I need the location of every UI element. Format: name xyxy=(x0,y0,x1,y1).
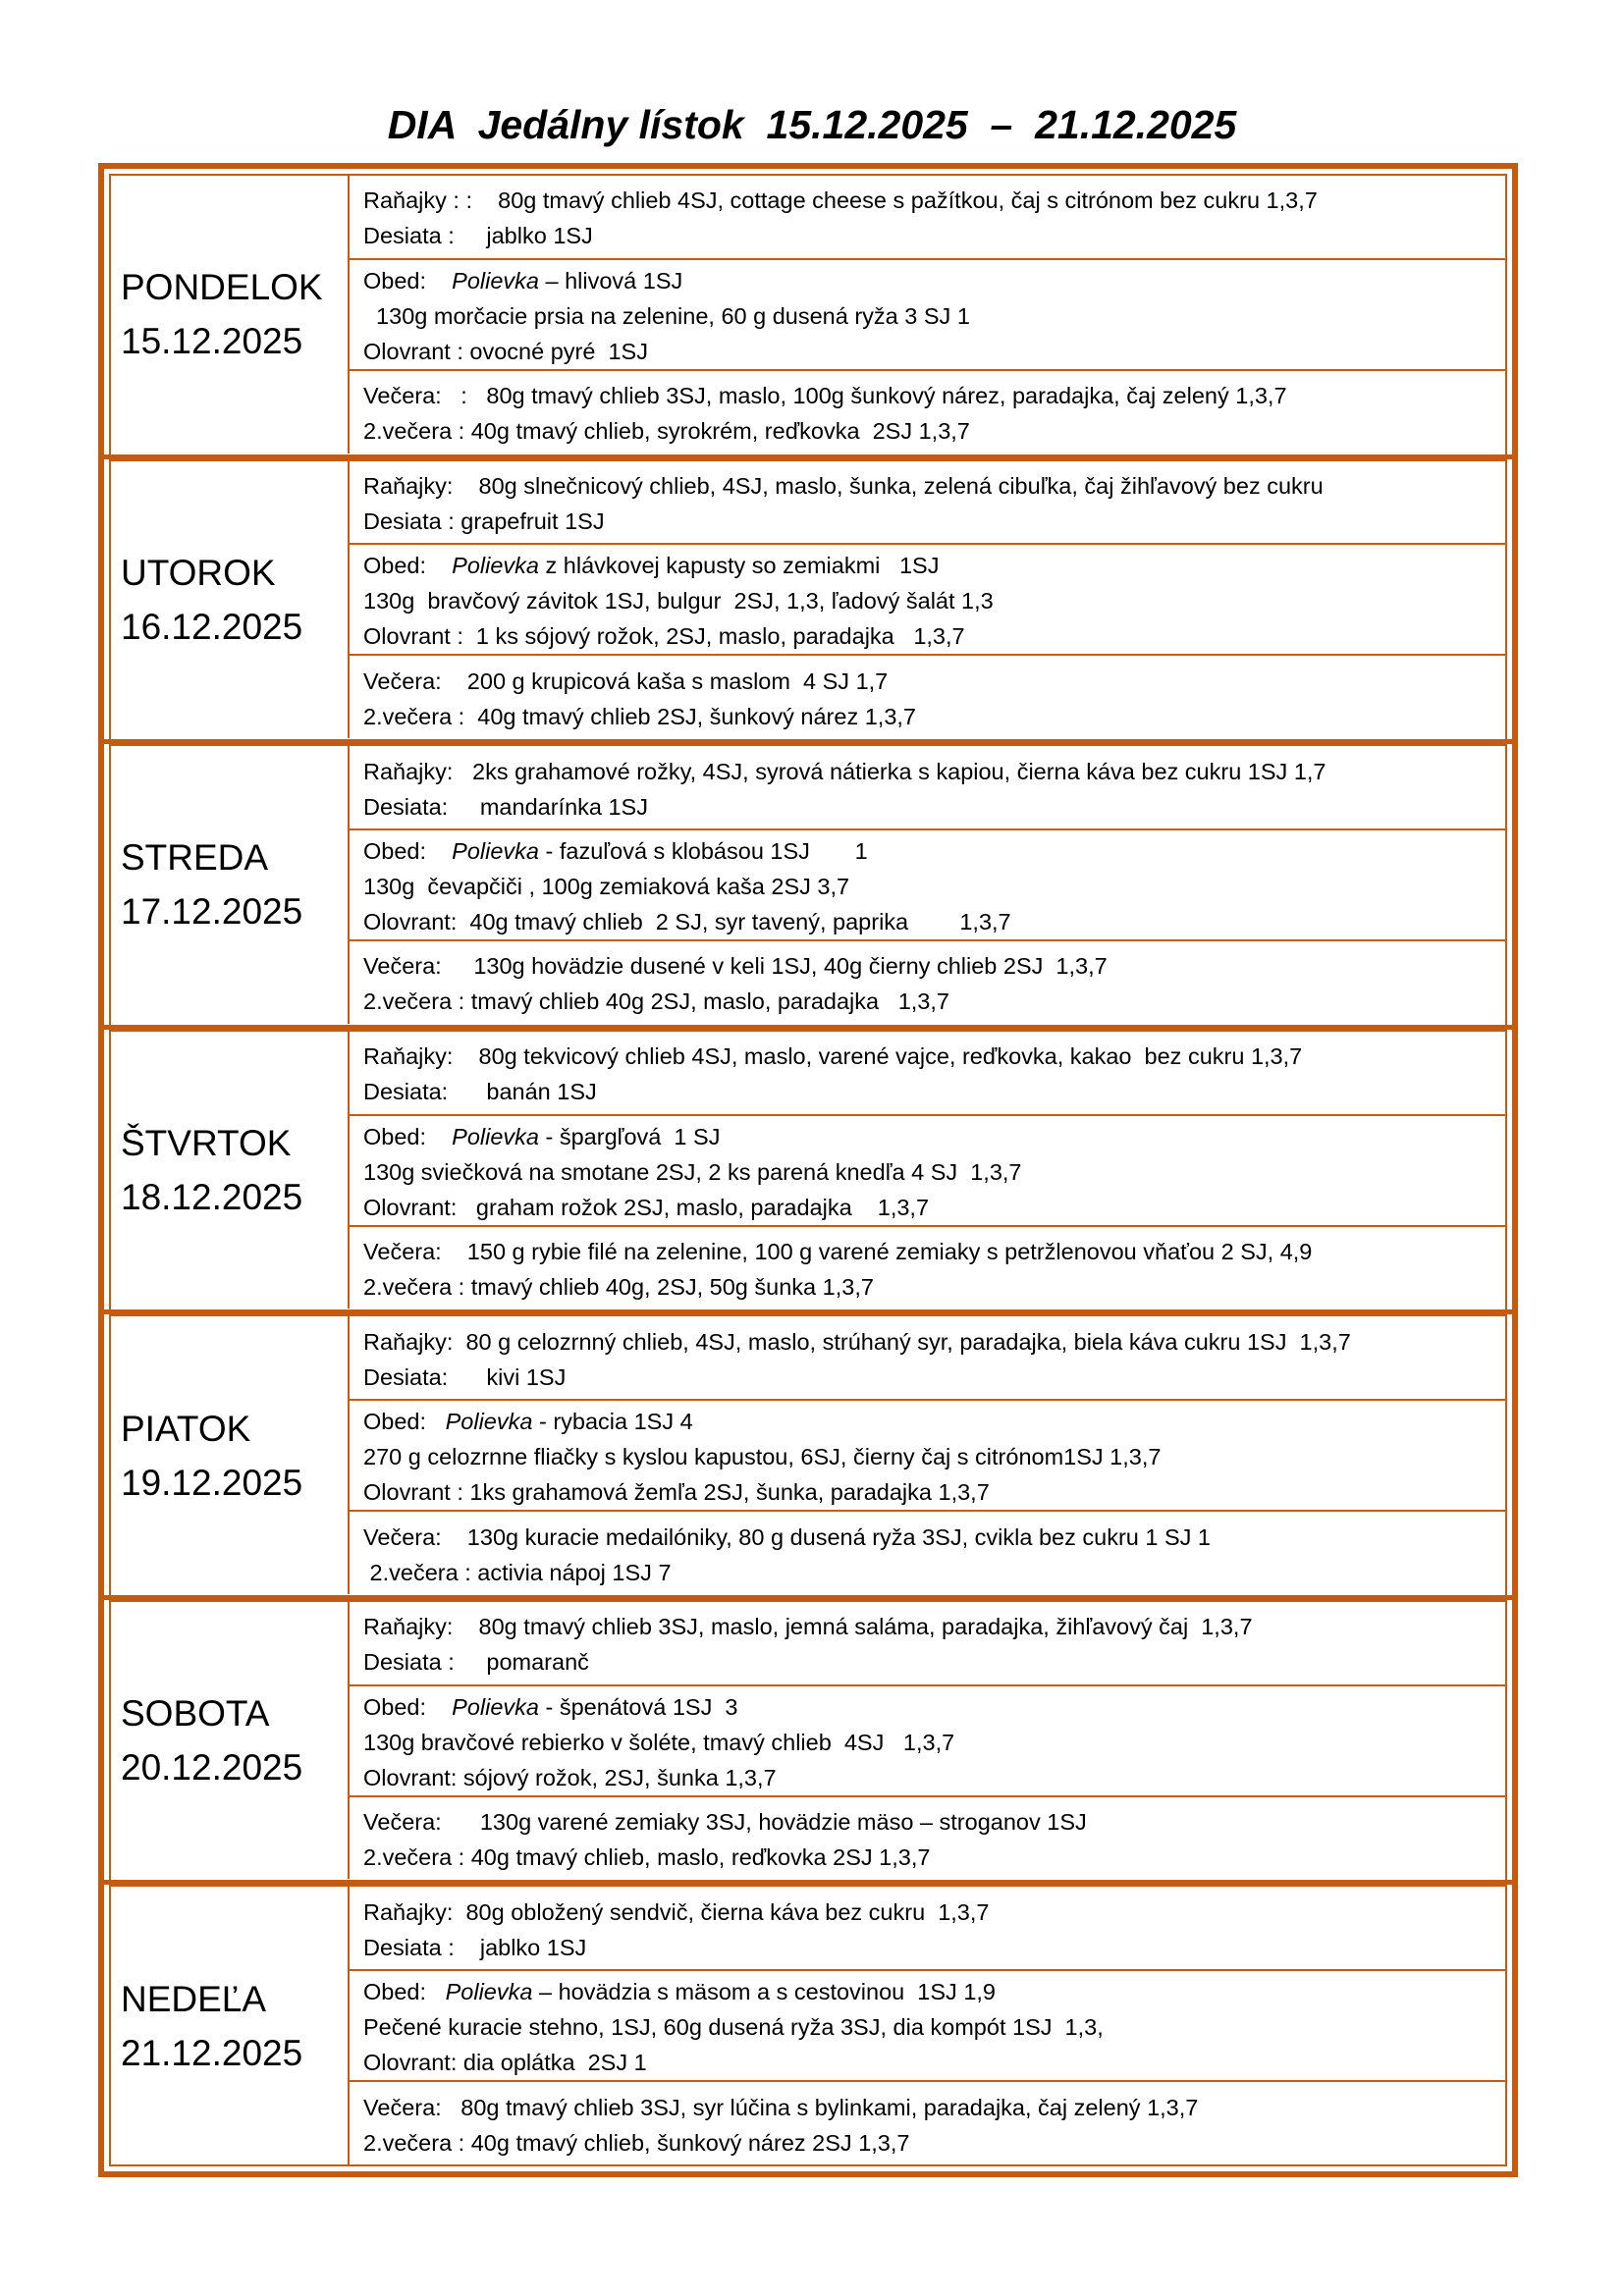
menu-line: 2.večera : 40g tmavý chlieb, maslo, reďkovka 2SJ 1,3,7 xyxy=(363,1844,931,1871)
menu-line: Desiata: banán 1SJ xyxy=(363,1079,597,1105)
menu-line: Večera: 150 g rybie filé na zelenine, 100 g varené zemiaky s petržlenovou vňaťou 2 SJ, 4,9 xyxy=(363,1238,1313,1264)
menu-line: 130g sviečková na smotane 2SJ, 2 ks parená knedľa 4 SJ 1,3,7 xyxy=(363,1158,1022,1185)
meal-cell-breakfast-snack xyxy=(350,746,1505,828)
menu-line: Večera: 130g hovädzie dusené v keli 1SJ, 40g čierny chlieb 2SJ 1,3,7 xyxy=(363,953,1108,980)
meal-cell-lunch-afternoon xyxy=(350,258,1505,369)
meal-cell-breakfast-snack xyxy=(350,176,1505,258)
menu-line: Raňajky: 80 g celozrnný chlieb, 4SJ, maslo, strúhaný syr, paradajka, biela káva cukru 1SJ 1,3,7 xyxy=(363,1328,1351,1355)
menu-line: Večera: 200 g krupicová kaša s maslom 4 SJ 1,7 xyxy=(363,667,889,694)
soup-label: Polievka xyxy=(452,1693,539,1720)
meals-column xyxy=(350,176,1505,454)
day-row xyxy=(111,1314,1505,1594)
meal-cell-lunch-afternoon xyxy=(350,1114,1505,1225)
meals-column xyxy=(350,1887,1505,2164)
meals-column xyxy=(350,461,1505,739)
soup-label: Polievka xyxy=(452,267,539,294)
day-row xyxy=(111,744,1505,1024)
menu-line: Večera: 130g kuracie medailóniky, 80 g dusená ryža 3SJ, cvikla bez cukru 1 SJ 1 xyxy=(363,1523,1211,1550)
menu-line: Desiata: mandarínka 1SJ xyxy=(363,793,648,820)
menu-line: Večera: 130g varené zemiaky 3SJ, hovädzie mäso – stroganov 1SJ xyxy=(363,1809,1087,1836)
day-label xyxy=(111,1887,350,2164)
meal-cell-dinner xyxy=(350,1225,1505,1309)
menu-line: Olovrant: graham rožok 2SJ, maslo, paradajka 1,3,7 xyxy=(363,1194,930,1220)
soup-label: Polievka xyxy=(445,1979,533,2005)
menu-line: Desiata : pomaranč xyxy=(363,1649,589,1676)
day-label xyxy=(111,461,350,739)
menu-table xyxy=(109,174,1507,2166)
menu-line: Olovrant : ovocné pyré 1SJ xyxy=(363,338,648,364)
day-date: 16.12.2025 xyxy=(121,606,303,647)
menu-line: Obed: Polievka - fazuľová s klobásou 1SJ 1 xyxy=(363,837,868,864)
meals-column xyxy=(350,746,1505,1024)
meal-cell-dinner xyxy=(350,1795,1505,1880)
day-date: 18.12.2025 xyxy=(121,1177,303,1218)
day-name: UTOROK xyxy=(121,552,276,593)
day-row xyxy=(111,176,1505,454)
menu-line: Desiata : jablko 1SJ xyxy=(363,1934,587,1960)
meal-cell-dinner xyxy=(350,654,1505,738)
menu-line: Desiata : grapefruit 1SJ xyxy=(363,507,605,534)
meal-cell-breakfast-snack xyxy=(350,1887,1505,1969)
soup-label: Polievka xyxy=(445,1409,533,1435)
menu-line: 130g bravčové rebierko v šoléte, tmavý chlieb 4SJ 1,3,7 xyxy=(363,1729,955,1755)
day-row xyxy=(111,1885,1505,2164)
menu-table-frame xyxy=(98,163,1518,2177)
day-name: SOBOTA xyxy=(121,1693,270,1735)
menu-line: Večera: 80g tmavý chlieb 3SJ, syr lúčina s bylinkami, paradajka, čaj zelený 1,3,7 xyxy=(363,2094,1199,2120)
day-label xyxy=(111,176,350,454)
day-date: 21.12.2025 xyxy=(121,2032,303,2073)
menu-line: Olovrant: dia oplátka 2SJ 1 xyxy=(363,2050,647,2076)
soup-label: Polievka xyxy=(452,1123,539,1149)
day-name: PONDELOK xyxy=(121,267,323,308)
menu-line: 130g bravčový závitok 1SJ, bulgur 2SJ, 1,3, ľadový šalát 1,3 xyxy=(363,588,994,614)
menu-line: Desiata : jablko 1SJ xyxy=(363,223,593,249)
meal-cell-dinner xyxy=(350,939,1505,1024)
soup-label: Polievka xyxy=(452,837,539,864)
menu-line: Raňajky: 80g slnečnicový chlieb, 4SJ, maslo, šunka, zelená cibuľka, čaj žihľavový bez cukru xyxy=(363,472,1324,499)
meals-column xyxy=(350,1032,1505,1309)
menu-line: Olovrant: sójový rožok, 2SJ, šunka 1,3,7 xyxy=(363,1764,777,1790)
menu-line: 2.večera : tmavý chlieb 40g, 2SJ, 50g šunka 1,3,7 xyxy=(363,1273,874,1300)
meal-cell-breakfast-snack xyxy=(350,1032,1505,1114)
menu-line: Raňajky: 80g tmavý chlieb 3SJ, maslo, jemná saláma, paradajka, žihľavový čaj 1,3,7 xyxy=(363,1614,1253,1640)
menu-line: 130g morčacie prsia na zelenine, 60 g dusená ryža 3 SJ 1 xyxy=(363,302,970,329)
menu-line: Obed: Polievka - rybacia 1SJ 4 xyxy=(363,1409,693,1435)
day-row xyxy=(111,1600,1505,1880)
meal-cell-dinner xyxy=(350,1510,1505,1594)
day-row xyxy=(111,459,1505,739)
menu-line: Olovrant : 1ks grahamová žemľa 2SJ, šunka, paradajka 1,3,7 xyxy=(363,1479,990,1506)
day-name: NEDEĽA xyxy=(121,1978,267,2019)
page-title: DIA Jedálny lístok 15.12.2025 – 21.12.2025 xyxy=(387,102,1237,147)
day-name: PIATOK xyxy=(121,1408,251,1449)
day-label xyxy=(111,1602,350,1880)
menu-line: Olovrant : 1 ks sójový rožok, 2SJ, maslo, paradajka 1,3,7 xyxy=(363,623,965,650)
soup-label: Polievka xyxy=(452,553,539,579)
day-date: 19.12.2025 xyxy=(121,1462,303,1503)
menu-line: Raňajky: 2ks grahamové rožky, 4SJ, syrová nátierka s kapiou, čierna káva bez cukru 1SJ 1,7 xyxy=(363,758,1326,784)
day-date: 20.12.2025 xyxy=(121,1747,303,1789)
day-row xyxy=(111,1030,1505,1309)
meals-column xyxy=(350,1602,1505,1880)
menu-line: Obed: Polievka z hlávkovej kapusty so zemiakmi 1SJ xyxy=(363,553,940,579)
meal-cell-lunch-afternoon xyxy=(350,1399,1505,1510)
meal-cell-lunch-afternoon xyxy=(350,543,1505,654)
menu-line: Obed: Polievka – hovädzia s mäsom a s cestovinou 1SJ 1,9 xyxy=(363,1979,996,2005)
menu-line: Obed: Polievka – hlivová 1SJ xyxy=(363,267,683,294)
menu-line: 2.večera : tmavý chlieb 40g 2SJ, maslo, paradajka 1,3,7 xyxy=(363,988,949,1015)
meal-cell-breakfast-snack xyxy=(350,1316,1505,1399)
menu-line: Večera: : 80g tmavý chlieb 3SJ, maslo, 100g šunkový nárez, paradajka, čaj zelený 1,3,7 xyxy=(363,383,1287,409)
meal-cell-breakfast-snack xyxy=(350,1602,1505,1684)
meal-cell-lunch-afternoon xyxy=(350,828,1505,939)
menu-line: Raňajky: 80g obložený sendvič, čierna káva bez cukru 1,3,7 xyxy=(363,1898,990,1925)
day-label xyxy=(111,1316,350,1594)
day-name: ŠTVRTOK xyxy=(121,1123,292,1164)
day-name: STREDA xyxy=(121,837,269,879)
menu-line: 2.večera : 40g tmavý chlieb 2SJ, šunkový nárez 1,3,7 xyxy=(363,703,916,729)
day-label xyxy=(111,1032,350,1309)
menu-line: Desiata: kivi 1SJ xyxy=(363,1363,567,1390)
menu-line: Olovrant: 40g tmavý chlieb 2 SJ, syr tavený, paprika 1,3,7 xyxy=(363,908,1011,934)
meals-column xyxy=(350,1316,1505,1594)
menu-line: 270 g celozrnne fliačky s kyslou kapustou, 6SJ, čierny čaj s citrónom1SJ 1,3,7 xyxy=(363,1444,1162,1470)
menu-line: 2.večera : activia nápoj 1SJ 7 xyxy=(363,1559,672,1585)
menu-line: Pečené kuracie stehno, 1SJ, 60g dusená ryža 3SJ, dia kompót 1SJ 1,3, xyxy=(363,2014,1104,2041)
meal-cell-breakfast-snack xyxy=(350,461,1505,544)
meal-cell-lunch-afternoon xyxy=(350,1684,1505,1795)
meal-cell-dinner xyxy=(350,2080,1505,2164)
day-date: 17.12.2025 xyxy=(121,891,303,933)
meal-cell-dinner xyxy=(350,369,1505,454)
day-label xyxy=(111,746,350,1024)
menu-line: 2.večera : 40g tmavý chlieb, syrokrém, reďkovka 2SJ 1,3,7 xyxy=(363,418,970,445)
meal-cell-lunch-afternoon xyxy=(350,1969,1505,2080)
menu-line: 130g čevapčiči , 100g zemiaková kaša 2SJ 3,7 xyxy=(363,873,850,899)
menu-line: Raňajky: 80g tekvicový chlieb 4SJ, maslo, varené vajce, reďkovka, kakao bez cukru 1,3,7 xyxy=(363,1043,1303,1070)
menu-line: Obed: Polievka - špargľová 1 SJ xyxy=(363,1123,721,1149)
day-date: 15.12.2025 xyxy=(121,321,303,362)
menu-line: 2.večera : 40g tmavý chlieb, šunkový nárez 2SJ 1,3,7 xyxy=(363,2129,910,2156)
menu-line: Obed: Polievka - špenátová 1SJ 3 xyxy=(363,1693,738,1720)
menu-line: Raňajky : : 80g tmavý chlieb 4SJ, cottage cheese s pažítkou, čaj s citrónom bez cukru 1,3,7 xyxy=(363,187,1318,214)
